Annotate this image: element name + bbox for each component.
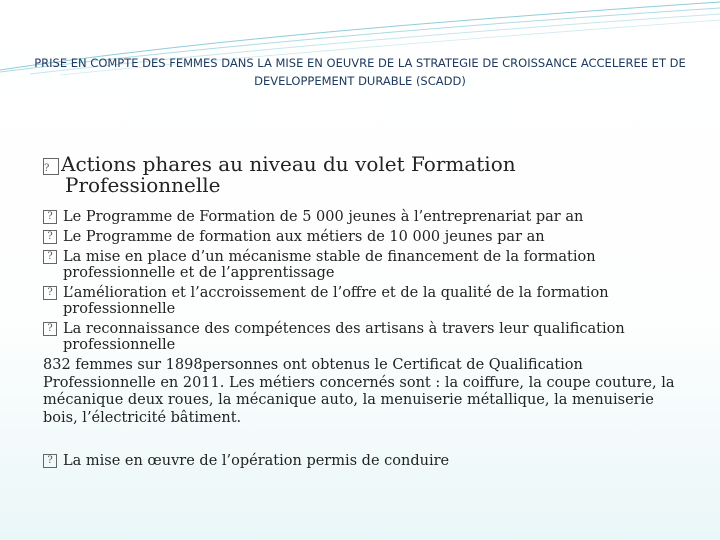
list-item-text: La mise en œuvre de l’opération permis de conduire [63,453,450,469]
slide-content [43,154,693,473]
section-title-line-1: Actions phares au niveau du volet Formation [61,152,516,176]
missing-glyph-icon: ? [43,230,57,244]
list-item [43,321,693,353]
missing-glyph-icon: ? [43,322,57,336]
missing-glyph-icon: ? [43,210,57,224]
missing-glyph-icon: ? [43,286,57,300]
missing-glyph-icon: ? [43,158,59,175]
header-line-2: DEVELOPPEMENT DURABLE (SCADD) [254,74,466,88]
list-item-text: La reconnaissance des compétences des artisans à travers leur qualification professionnelle [63,321,625,353]
list-item [43,209,693,225]
list-item-text: Le Programme de Formation de 5 000 jeunes à l’entreprenariat par an [63,209,584,225]
results-paragraph: 832 femmes sur 1898personnes ont obtenus le Certificat de Qualification Professionnelle en 2011. Les métiers concernés sont : la coiffure, la coupe couture, la mécanique deux roues, la mécanique auto, la menuiserie métallique, la menuiserie bois, l’électricité bâtiment. [43,357,675,426]
list-item [43,453,693,469]
slide-header [30,54,690,90]
list-item [43,249,693,281]
list-item-text: Le Programme de formation aux métiers de 10 000 jeunes par an [63,229,545,245]
section-title [43,154,693,195]
list-item-text: La mise en place d’un mécanisme stable de financement de la formation professionnelle et de l’apprentissage [63,249,596,281]
list-item-text: L’amélioration et l’accroissement de l’offre et de la qualité de la formation professionnelle [63,285,609,317]
header-line-1: PRISE EN COMPTE DES FEMMES DANS LA MISE EN OEUVRE DE LA STRATEGIE DE CROISSANCE ACCELEREE ET DE [34,56,686,70]
missing-glyph-icon: ? [43,454,57,468]
section-title-line-2: Professionnelle [65,173,221,197]
missing-glyph-icon: ? [43,250,57,264]
list-item [43,229,693,245]
list-item [43,285,693,317]
